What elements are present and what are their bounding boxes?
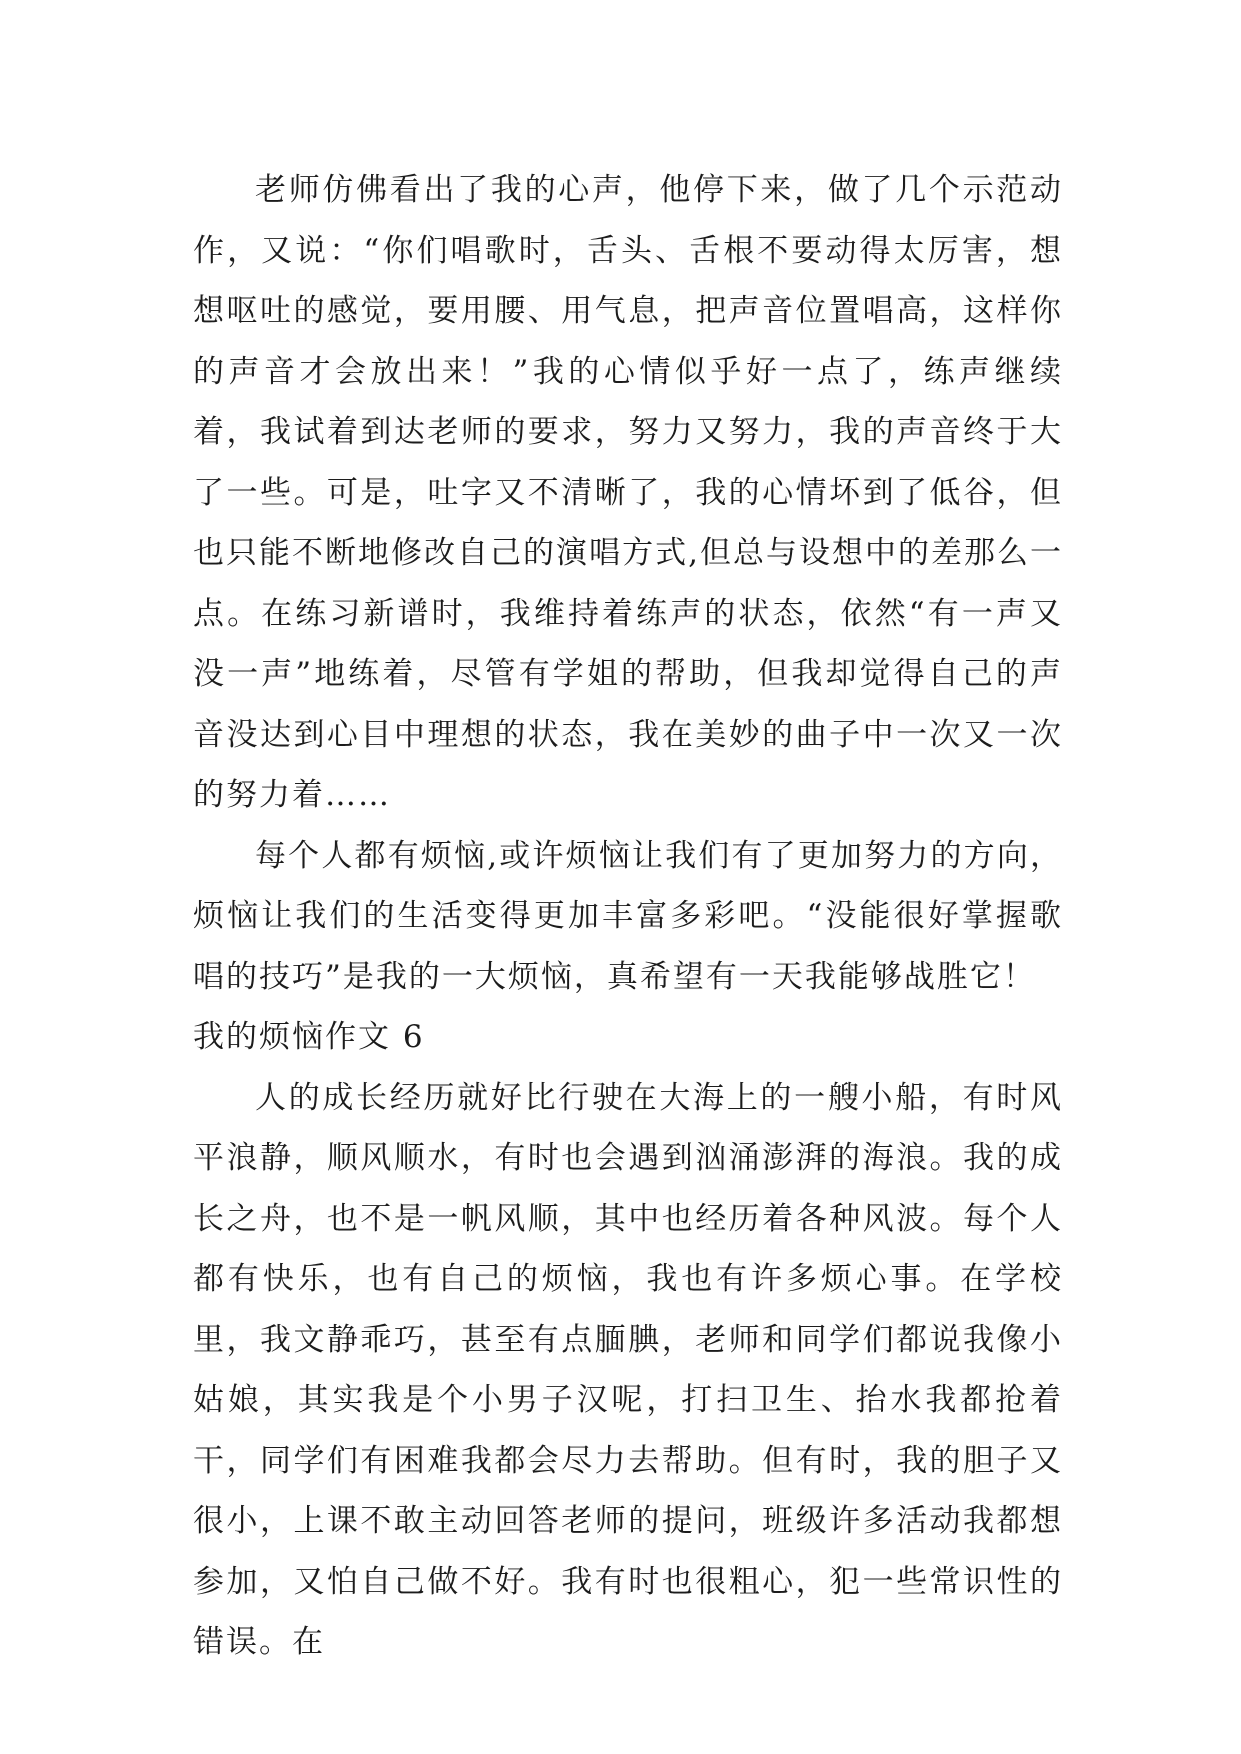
section-heading: 我的烦恼作文 6: [193, 1019, 425, 1055]
paragraph: 每个人都有烦恼,或许烦恼让我们有了更加努力的方向，烦恼让我们的生活变得更加丰富多彩吧。“没能很好掌握歌唱的技巧”是我的一大烦恼，真希望有一天我能够战胜它！: [193, 837, 1063, 995]
document-body: [193, 160, 1063, 1673]
paragraph: 老师仿佛看出了我的心声，他停下来，做了几个示范动作，又说：“你们唱歌时，舌头、舌根不要动得太厉害，想想呕吐的感觉，要用腰、用气息，把声音位置唱高，这样你的声音才会放出来！”我的心情似乎好一点了，练声继续着，我试着到达老师的要求，努力又努力，我的声音终于大了一些。可是，吐字又不清晰了，我的心情坏到了低谷，但也只能不断地修改自己的演唱方式,但总与设想中的差那么一点。在练习新谱时，我维持着练声的状态，依然“有一声又没一声”地练着，尽管有学姐的帮助，但我却觉得自己的声音没达到心目中理想的状态，我在美妙的曲子中一次又一次的努力着……: [193, 172, 1063, 813]
paragraph: 人的成长经历就好比行驶在大海上的一艘小船，有时风平浪静，顺风顺水，有时也会遇到汹涌澎湃的海浪。我的成长之舟，也不是一帆风顺，其中也经历着各种风波。每个人都有快乐，也有自己的烦恼，我也有许多烦心事。在学校里，我文静乖巧，甚至有点腼腆，老师和同学们都说我像小姑娘，其实我是个小男子汉呢，打扫卫生、抬水我都抢着干，同学们有困难我都会尽力去帮助。但有时，我的胆子又很小，上课不敢主动回答老师的提问，班级许多活动我都想参加，又怕自己做不好。我有时也很粗心，犯一些常识性的错误。在: [193, 1079, 1063, 1660]
